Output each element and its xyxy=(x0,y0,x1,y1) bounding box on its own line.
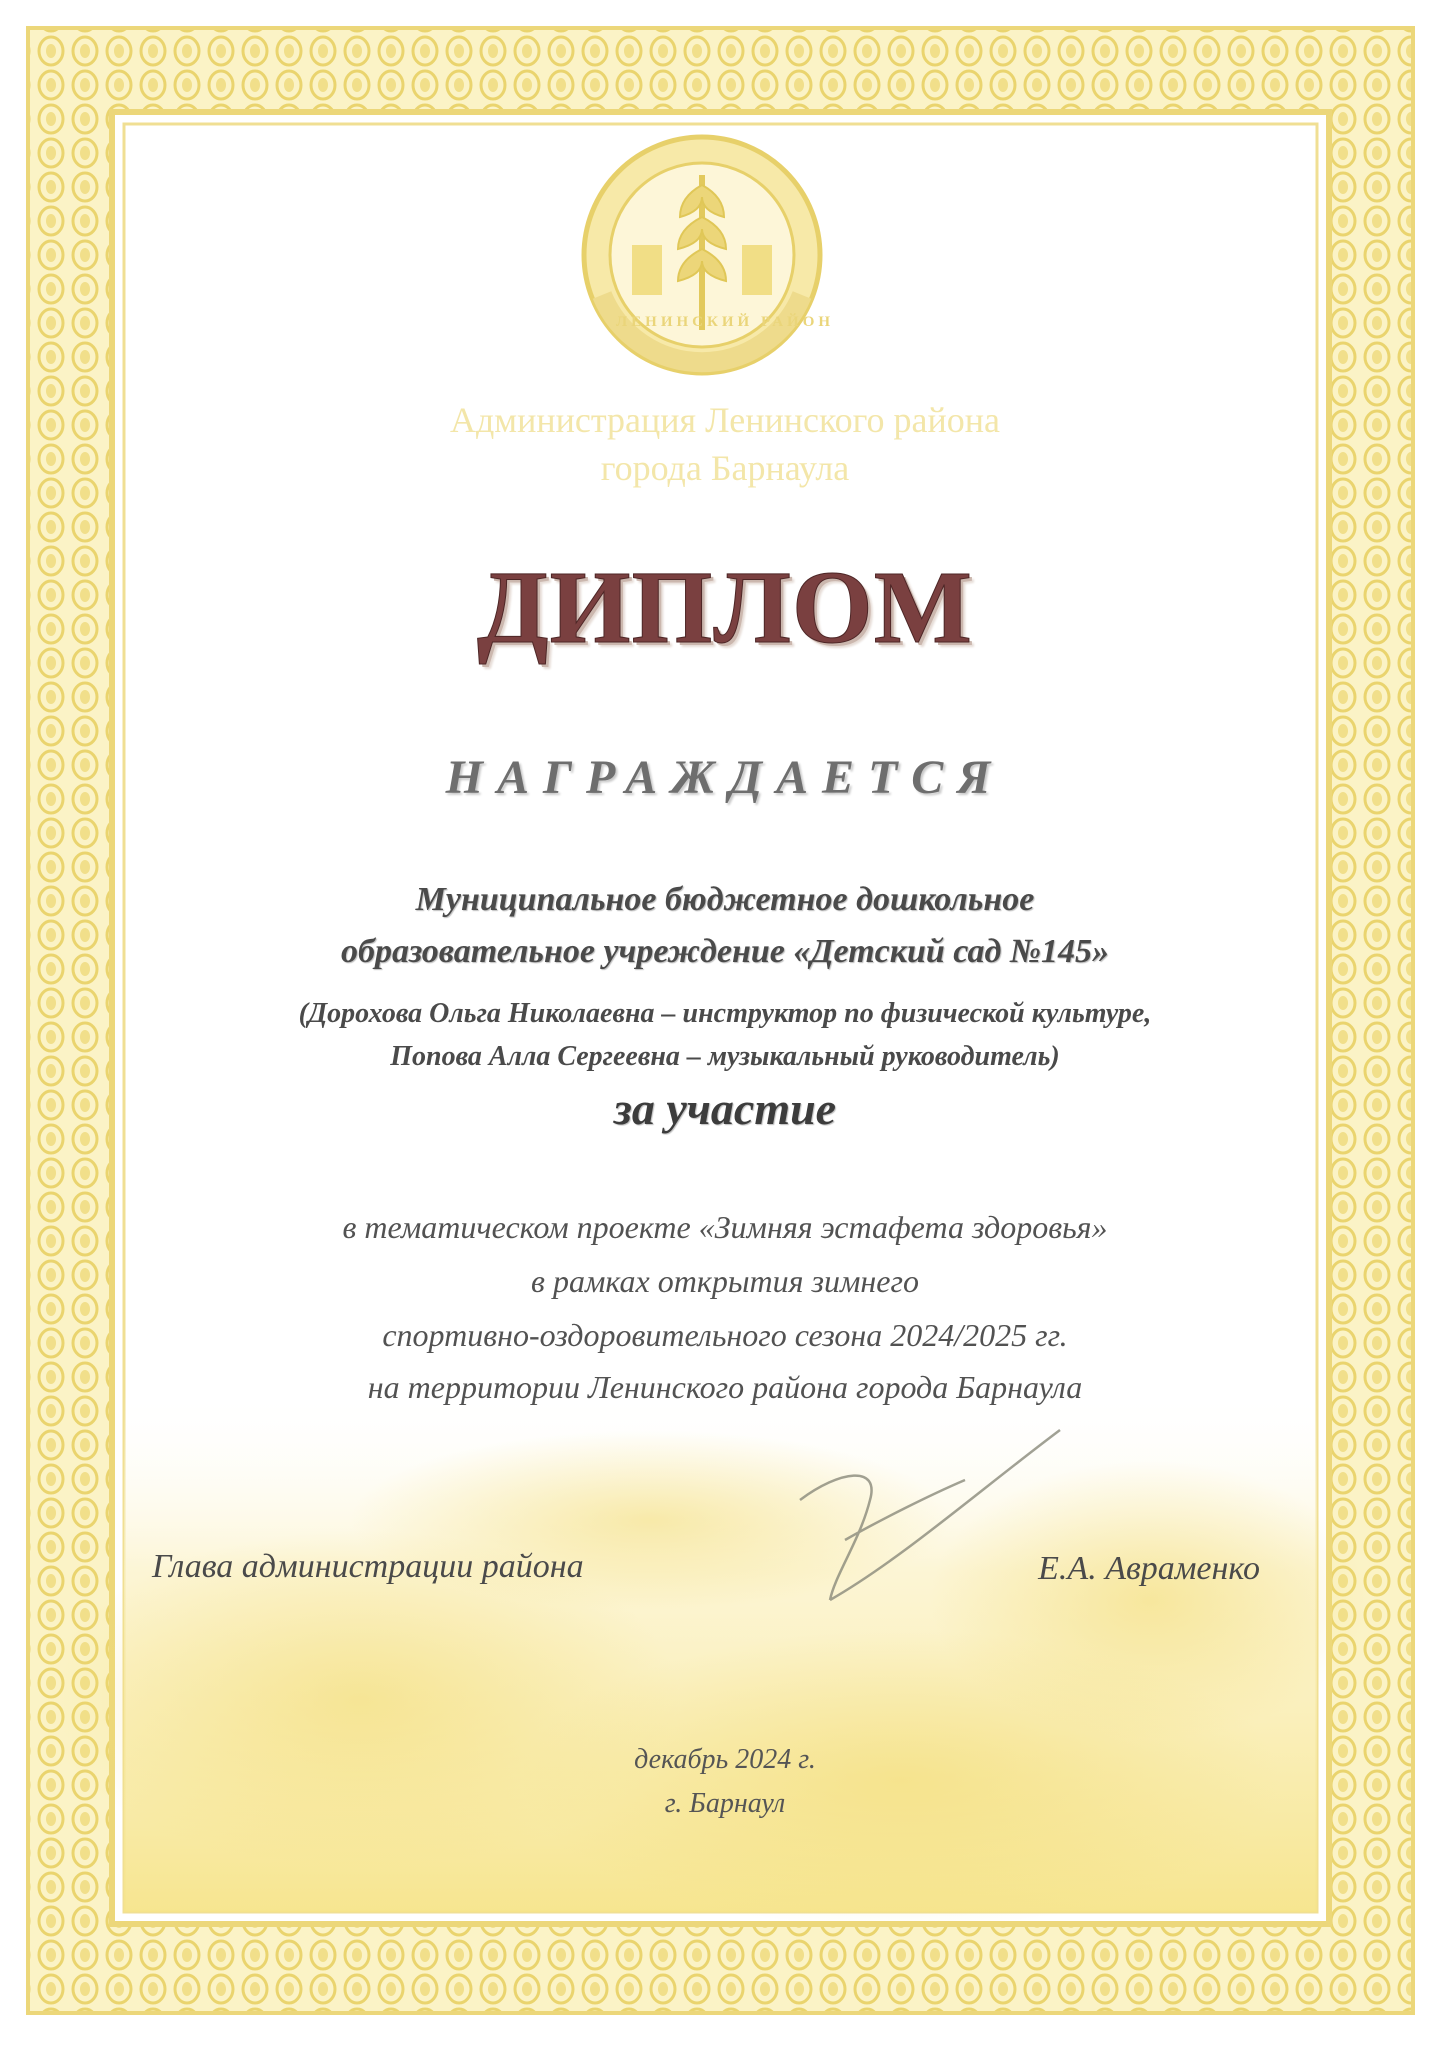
issuer-line-1: Администрация Ленинского района xyxy=(449,400,1001,440)
issue-city: г. Барнаул xyxy=(664,1788,786,1819)
reason-line-4: на территории Ленинского района города Барнаула xyxy=(367,1369,1083,1405)
recipient-line-1: Муниципальное бюджетное дошкольное xyxy=(415,881,1035,918)
signatory-name: Е.А. Авраменко xyxy=(1038,1550,1260,1587)
awarded-heading: НАГРАЖДАЕТСЯ xyxy=(445,751,1005,804)
signatory-position: Глава администрации района xyxy=(152,1548,584,1585)
document-title: ДИПЛОМ xyxy=(477,550,973,665)
reason-line-1: в тематическом проекте «Зимняя эстафета здоровья» xyxy=(342,1209,1108,1245)
reason-line-2: в рамках открытия зимнего xyxy=(531,1263,919,1299)
recipient-persons-line-2: Попова Алла Сергеевна – музыкальный руководитель) xyxy=(390,1041,1060,1072)
recipient-line-2: образовательное учреждение «Детский сад №145» xyxy=(341,933,1109,970)
issue-date: декабрь 2024 г. xyxy=(634,1744,816,1775)
issuer-line-2: города Барнаула xyxy=(600,448,850,488)
emblem-ring-text: ЛЕНИНСКИЙ РАЙОН xyxy=(615,314,835,330)
recipient-persons-line-1: (Дорохова Ольга Николаевна – инструктор по физической культуре, xyxy=(298,998,1152,1029)
reason-line-3: спортивно-оздоровительного сезона 2024/2025 гг. xyxy=(382,1317,1068,1353)
reason-label: за участие xyxy=(613,1083,837,1134)
